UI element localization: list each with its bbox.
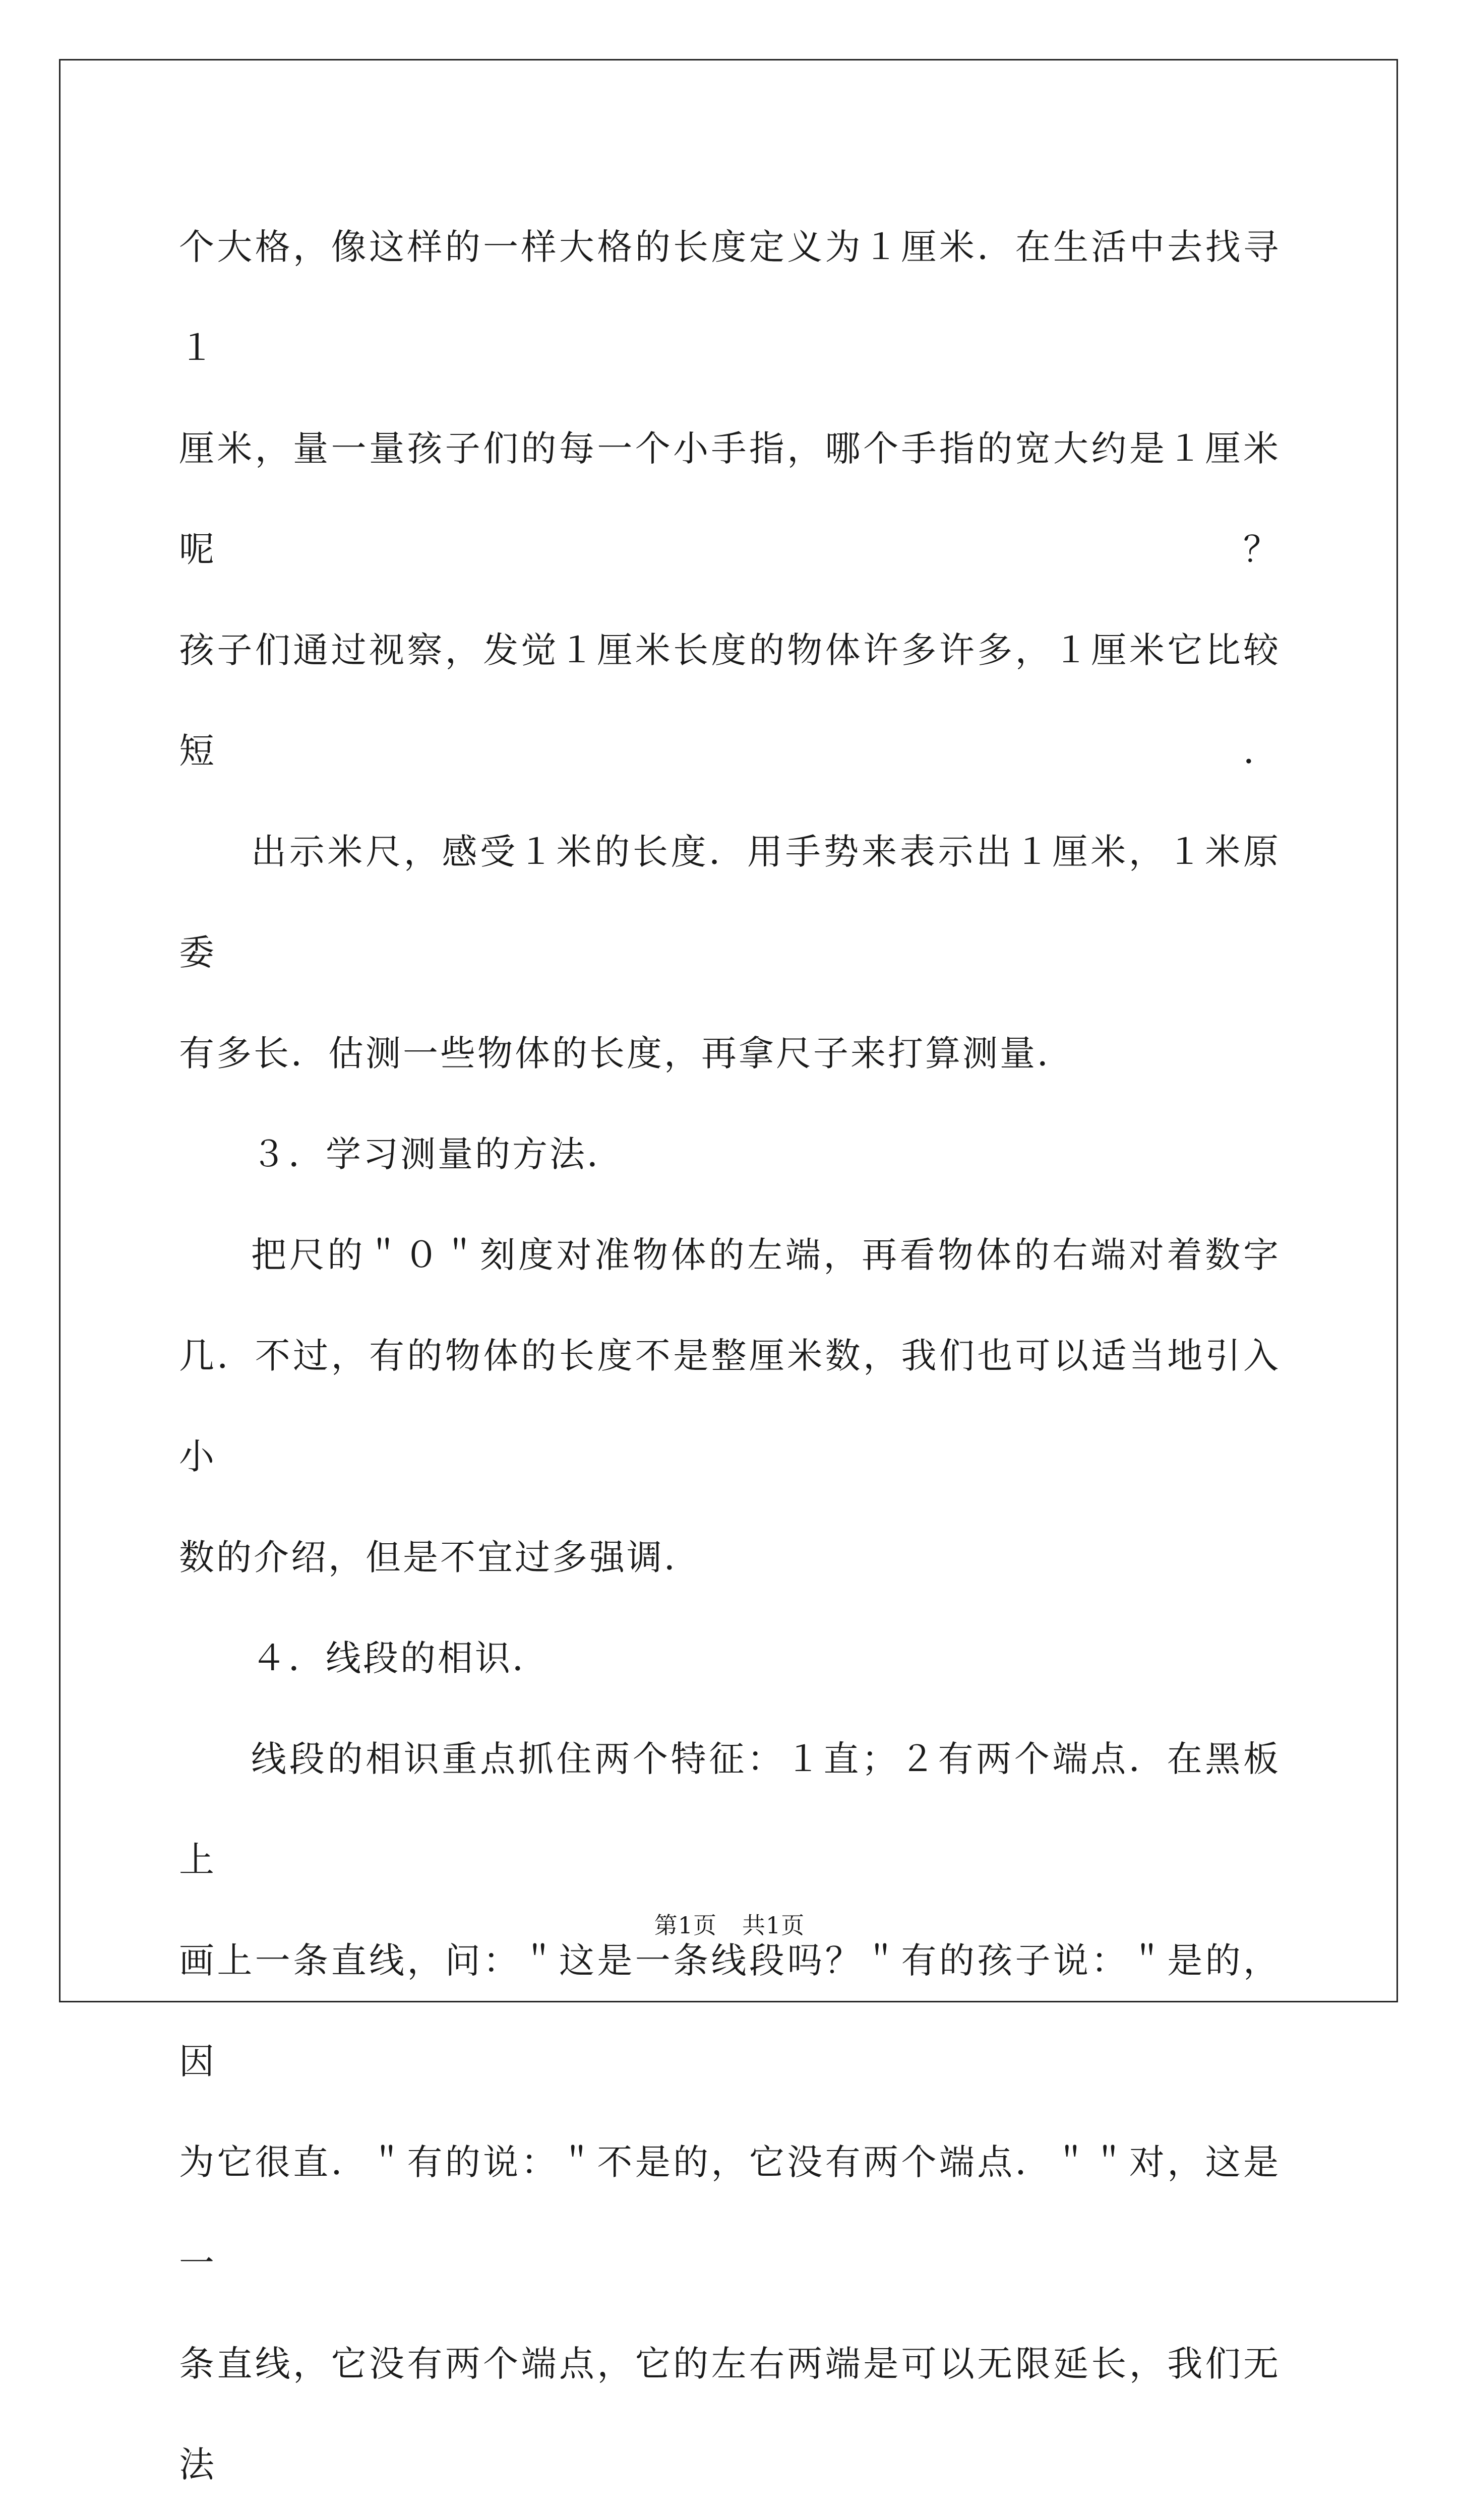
text-line <box>179 2515 1281 2520</box>
section-heading: ３．学习测量的方法． <box>251 1133 624 1175</box>
text-line: 个大格，像这样的一样大格的长度定义为１厘米．在生活中去找寻１ <box>179 226 1281 368</box>
text-line: 数的介绍，但是不宜过多强调． <box>179 1537 701 1578</box>
text-line: 把尺的＂０＂刻度对准物体的左端，再看物体的右端对着数字 <box>251 1234 1281 1276</box>
page-number: 第1页 <box>654 1912 717 1939</box>
text-line: 画上一条直线，问：＂这是一条线段吗？＂有的孩子说：＂是的，因 <box>179 1940 1281 2082</box>
page-total: 共1页 <box>742 1912 805 1939</box>
text-line: 几．不过，有的物体的长度不是整厘米数，我们也可以适当地引入小 <box>179 1335 1281 1477</box>
text-line: 条直线，它没有两个端点，它的左右两端是可以无限延长，我们无法 <box>179 2343 1281 2485</box>
section-heading: ４．线段的相识． <box>251 1637 550 1679</box>
text-line: 出示米尺，感受１米的长度．用手势来表示出１厘米，１米原委 <box>179 831 1281 973</box>
text-line: 线段的相识重点抓住两个特征：１直；２有两个端点．在黑板上 <box>179 1738 1281 1880</box>
text-line: 有多长．估测一些物体的长度，再拿尺子来打算测量． <box>179 1033 1074 1074</box>
text-line: 为它很直．＂有的说：＂不是的，它没有两个端点．＂＂对，这是一 <box>179 2141 1281 2284</box>
text-line: 孩子们通过视察，发觉１厘米长度的物体许多许多，１厘米它比较短． <box>179 629 1281 772</box>
text-line: 厘米，量一量孩子们的每一个小手指，哪个手指的宽大约是１厘米呢？ <box>179 428 1281 570</box>
document-body <box>179 197 1281 2520</box>
page-footer <box>0 1907 1459 1940</box>
